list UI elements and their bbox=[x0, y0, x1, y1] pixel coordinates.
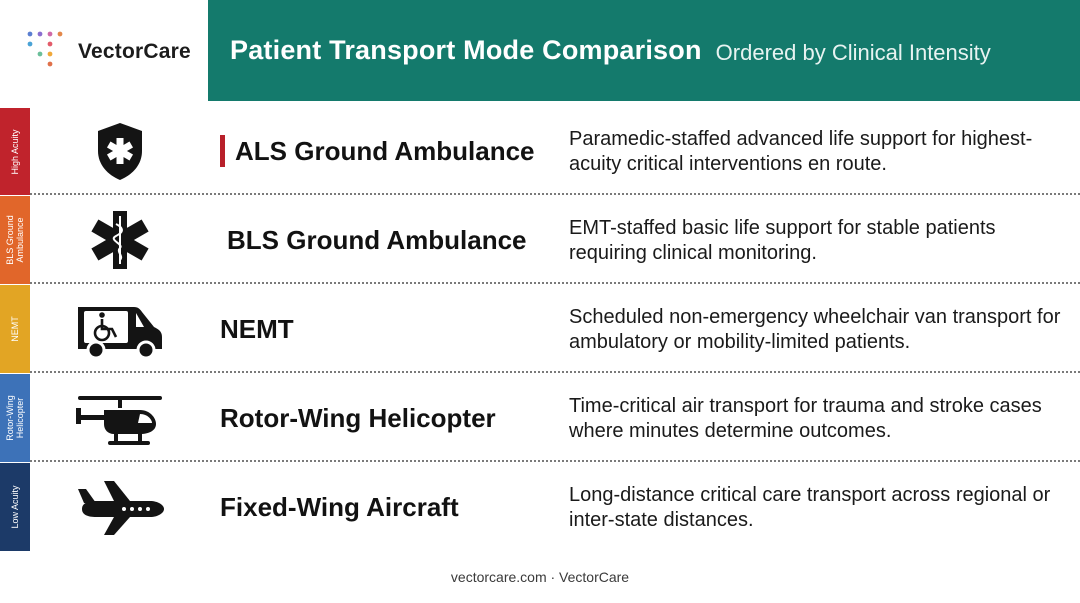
acuity-band-low bbox=[0, 463, 30, 551]
star-of-life-icon bbox=[74, 210, 166, 270]
band-label: BLS Ground Ambulance bbox=[5, 215, 25, 265]
mode-description: Time-critical air transport for trauma and stroke cases where minutes determine outcomes. bbox=[569, 395, 1042, 442]
mode-description: Paramedic-staffed advanced life support for highest-acuity critical interventions en route. bbox=[569, 128, 1033, 175]
table-row bbox=[30, 107, 1080, 195]
row-divider bbox=[30, 460, 1080, 462]
mode-name: NEMT bbox=[220, 313, 294, 344]
band-label: Low Acuity bbox=[10, 485, 20, 529]
airplane-icon bbox=[74, 477, 166, 537]
page-subtitle: Ordered by Clinical Intensity bbox=[715, 39, 991, 65]
mode-name: BLS Ground Ambulance bbox=[227, 224, 527, 255]
band-label: NEMT bbox=[10, 316, 20, 342]
shield-star-of-life-icon bbox=[74, 121, 166, 181]
mode-description: Scheduled non-emergency wheelchair van transport for ambulatory or mobility-limited patients. bbox=[569, 306, 1061, 353]
table-row bbox=[30, 196, 1080, 284]
mode-name: Rotor-Wing Helicopter bbox=[220, 402, 496, 433]
table-row bbox=[30, 463, 1080, 551]
logo-dots-icon bbox=[24, 28, 68, 72]
row-divider bbox=[30, 371, 1080, 373]
row-divider bbox=[30, 193, 1080, 195]
acuity-band-high bbox=[0, 108, 30, 195]
mode-name-text: ALS Ground Ambulance bbox=[235, 135, 535, 166]
acuity-band-rotor bbox=[0, 374, 30, 462]
mode-name: Fixed-Wing Aircraft bbox=[220, 491, 459, 522]
brand-name: VectorCare bbox=[78, 40, 191, 63]
header-banner bbox=[208, 0, 1080, 101]
page-title: Patient Transport Mode Comparison bbox=[230, 35, 702, 65]
highlight-accent bbox=[220, 135, 225, 167]
wheelchair-van-icon bbox=[74, 299, 166, 359]
band-label: High Acuity bbox=[10, 128, 20, 175]
band-label: Rotor-Wing Helicopter bbox=[5, 395, 25, 441]
mode-name bbox=[220, 107, 535, 195]
brand-logo bbox=[24, 26, 204, 74]
mode-description: EMT-staffed basic life support for stable patients requiring clinical monitoring. bbox=[569, 217, 996, 264]
footer-text: vectorcare.com · VectorCare bbox=[450, 569, 630, 585]
helicopter-icon bbox=[74, 388, 166, 448]
row-divider bbox=[30, 282, 1080, 284]
acuity-band-nemt bbox=[0, 285, 30, 373]
acuity-band-bls bbox=[0, 196, 30, 284]
table-row bbox=[30, 374, 1080, 462]
mode-description: Long-distance critical care transport across regional or inter-state distances. bbox=[569, 484, 1051, 531]
table-row bbox=[30, 285, 1080, 373]
